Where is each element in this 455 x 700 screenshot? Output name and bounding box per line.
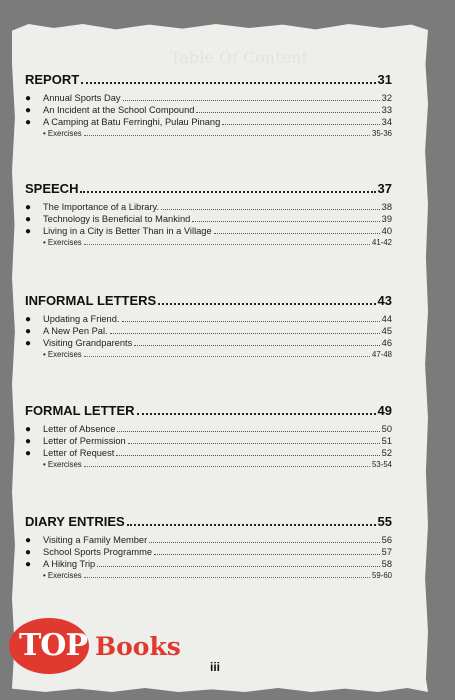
bullet-icon: ● xyxy=(25,314,32,325)
entry-page: 39 xyxy=(381,214,392,224)
toc-entry[interactable] xyxy=(25,337,392,349)
entry-title: Technology is Beneficial to Mankind xyxy=(43,214,191,224)
section-title: INFORMAL LETTERS xyxy=(25,293,157,308)
toc-section xyxy=(25,514,392,581)
section-page: 43 xyxy=(377,293,392,308)
exercises-entry[interactable] xyxy=(25,237,392,248)
leader-dots xyxy=(154,554,380,555)
bullet-icon: ● xyxy=(25,436,32,447)
toc-section xyxy=(25,72,392,139)
section-heading[interactable] xyxy=(25,181,392,198)
toc-entry[interactable] xyxy=(25,447,392,459)
leader-dots xyxy=(84,577,370,578)
bullet-icon: ● xyxy=(25,559,32,570)
entry-page: 52 xyxy=(381,448,392,458)
entry-page: 33 xyxy=(381,105,392,115)
entry-title: The Importance of a Library. xyxy=(43,202,160,212)
bullet-icon: ● xyxy=(25,105,32,116)
bullet-icon: ● xyxy=(25,93,32,104)
entry-page: 38 xyxy=(381,202,392,212)
leader-dots xyxy=(97,566,379,567)
section-heading[interactable] xyxy=(25,514,392,531)
toc-entry[interactable] xyxy=(25,225,392,237)
bullet-icon: ● xyxy=(25,326,32,337)
toc-entry[interactable] xyxy=(25,201,392,213)
exercises-page: 35-36 xyxy=(372,129,392,138)
toc-entry[interactable] xyxy=(25,435,392,447)
exercises-label: • Exercises xyxy=(43,350,82,359)
leader-dots xyxy=(137,413,376,415)
entry-page: 34 xyxy=(381,117,392,127)
section-title: FORMAL LETTER xyxy=(25,403,135,418)
leader-dots xyxy=(110,333,380,334)
section-heading[interactable] xyxy=(25,293,392,310)
entry-page: 44 xyxy=(381,314,392,324)
toc-entry[interactable] xyxy=(25,213,392,225)
leader-dots xyxy=(214,233,380,234)
exercises-label: • Exercises xyxy=(43,238,82,247)
entry-title: An Incident at the School Compound xyxy=(43,105,195,115)
logo-books-text: Books xyxy=(95,632,181,661)
bullet-icon: ● xyxy=(25,448,32,459)
bullet-icon: ● xyxy=(25,202,32,213)
exercises-entry[interactable] xyxy=(25,459,392,470)
toc-entry[interactable] xyxy=(25,558,392,570)
toc-section xyxy=(25,403,392,470)
entry-title: Letter of Absence xyxy=(43,424,116,434)
toc-entry[interactable] xyxy=(25,104,392,116)
leader-dots xyxy=(149,542,379,543)
leader-dots xyxy=(122,321,380,322)
bullet-icon: ● xyxy=(25,338,32,349)
entry-page: 32 xyxy=(381,93,392,103)
leader-dots xyxy=(222,124,379,125)
exercises-page: 59-60 xyxy=(372,571,392,580)
entry-title: Annual Sports Day xyxy=(43,93,121,103)
section-title: REPORT xyxy=(25,72,80,87)
entry-title: Visiting a Family Member xyxy=(43,535,148,545)
logo-top-text: TOP xyxy=(18,628,87,663)
entry-title: Letter of Permission xyxy=(43,436,126,446)
leader-dots xyxy=(161,209,380,210)
entry-page: 40 xyxy=(381,226,392,236)
faded-title-watermark: Table Of Content xyxy=(170,48,308,67)
entry-page: 50 xyxy=(381,424,392,434)
leader-dots xyxy=(84,356,370,357)
bullet-icon: ● xyxy=(25,117,32,128)
toc-entry[interactable] xyxy=(25,325,392,337)
exercises-page: 53-54 xyxy=(372,460,392,469)
entry-page: 45 xyxy=(381,326,392,336)
section-page: 49 xyxy=(377,403,392,418)
exercises-label: • Exercises xyxy=(43,571,82,580)
toc-entry[interactable] xyxy=(25,92,392,104)
entry-title: A Camping at Batu Ferringhi, Pulau Pinang xyxy=(43,117,221,127)
toc-entry[interactable] xyxy=(25,116,392,128)
entry-page: 46 xyxy=(381,338,392,348)
leader-dots xyxy=(80,191,375,193)
toc-entry[interactable] xyxy=(25,534,392,546)
section-heading[interactable] xyxy=(25,403,392,420)
exercises-label: • Exercises xyxy=(43,460,82,469)
leader-dots xyxy=(81,82,375,84)
entry-page: 51 xyxy=(381,436,392,446)
exercises-label: • Exercises xyxy=(43,129,82,138)
leader-dots xyxy=(84,244,370,245)
bullet-icon: ● xyxy=(25,226,32,237)
section-title: SPEECH xyxy=(25,181,79,196)
toc-entry[interactable] xyxy=(25,423,392,435)
toc-section xyxy=(25,293,392,360)
exercises-entry[interactable] xyxy=(25,349,392,360)
exercises-entry[interactable] xyxy=(25,570,392,581)
page-number: iii xyxy=(210,660,221,674)
leader-dots xyxy=(134,345,379,346)
topbooks-logo xyxy=(9,618,209,678)
leader-dots xyxy=(84,135,370,136)
leader-dots xyxy=(84,466,370,467)
toc-entry[interactable] xyxy=(25,546,392,558)
bullet-icon: ● xyxy=(25,547,32,558)
section-page: 31 xyxy=(377,72,392,87)
leader-dots xyxy=(127,524,376,526)
entry-title: Updating a Friend. xyxy=(43,314,120,324)
entry-title: Visiting Grandparents xyxy=(43,338,133,348)
entry-title: A Hiking Trip xyxy=(43,559,96,569)
entry-title: Living in a City is Better Than in a Village xyxy=(43,226,212,236)
section-page: 55 xyxy=(377,514,392,529)
leader-dots xyxy=(128,443,380,444)
leader-dots xyxy=(158,303,375,305)
exercises-entry[interactable] xyxy=(25,128,392,139)
exercises-page: 47-48 xyxy=(372,350,392,359)
toc-entry[interactable] xyxy=(25,313,392,325)
section-title: DIARY ENTRIES xyxy=(25,514,125,529)
bullet-icon: ● xyxy=(25,214,32,225)
leader-dots xyxy=(116,455,379,456)
section-heading[interactable] xyxy=(25,72,392,89)
bullet-icon: ● xyxy=(25,424,32,435)
entry-title: A New Pen Pal. xyxy=(43,326,108,336)
entry-page: 58 xyxy=(381,559,392,569)
leader-dots xyxy=(123,100,380,101)
leader-dots xyxy=(196,112,379,113)
exercises-page: 41-42 xyxy=(372,238,392,247)
entry-page: 57 xyxy=(381,547,392,557)
section-page: 37 xyxy=(377,181,392,196)
toc-section xyxy=(25,181,392,248)
entry-page: 56 xyxy=(381,535,392,545)
entry-title: Letter of Request xyxy=(43,448,115,458)
entry-title: School Sports Programme xyxy=(43,547,153,557)
leader-dots xyxy=(117,431,379,432)
bullet-icon: ● xyxy=(25,535,32,546)
leader-dots xyxy=(192,221,379,222)
